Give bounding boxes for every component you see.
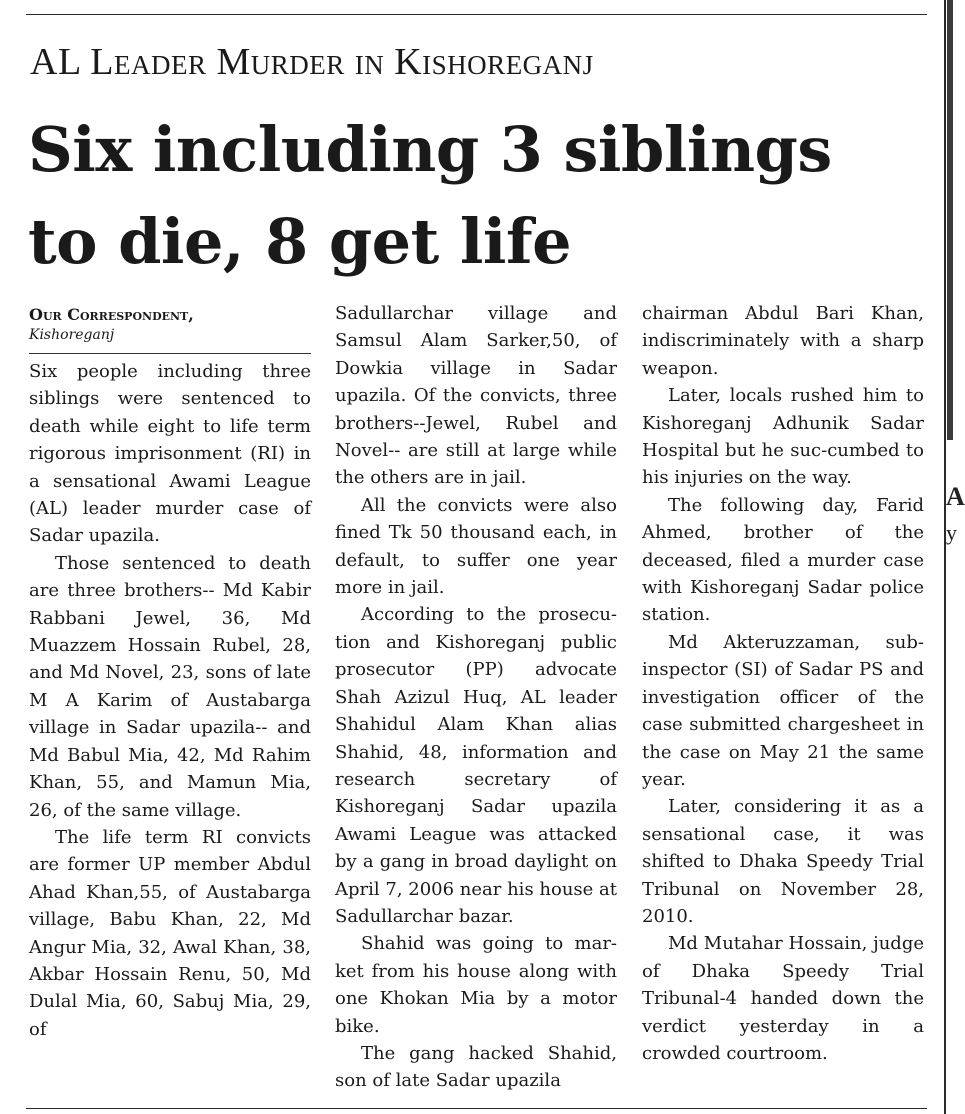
headline-line-1: Six including 3 siblings	[28, 113, 832, 186]
paragraph: Shahid was going to mar-ket from his house along with one Khokan Mia by a motor bike.	[335, 933, 617, 1037]
article-column-3	[642, 300, 924, 1067]
adjacent-headline-fragment: A	[946, 482, 965, 511]
paragraph: The gang hacked Shahid, son of late Sadar upazila	[335, 1042, 617, 1092]
paragraph: Six people including three siblings were sentenced to death while eight to life term rigorous imprisonment (RI) in a sensational Awami League (AL) leader murder case of Sadar upazila.	[29, 361, 311, 547]
dateline: Kishoreganj	[29, 327, 115, 343]
byline-rule	[29, 353, 311, 354]
paragraph: chairman Abdul Bari Khan, indiscriminately with a sharp weapon.	[642, 303, 924, 379]
paragraph: Those sentenced to death are three brothers-- Md Kabir Rabbani Jewel, 36, Md Muazzem Hossain Rubel, 28, and Md Novel, 23, sons of late M A Karim of Austabarga village in Sadar upazila-- and Md Babul Mia, 42, Md Rahim Khan, 55, and Mamun Mia, 26, of the same village.	[29, 552, 311, 821]
bottom-rule	[26, 1108, 927, 1109]
adjacent-photo-edge	[947, 0, 953, 440]
paragraph: Sadullarchar village and Samsul Alam Sarker,50, of Dowkia village in Sadar upazila. Of the convicts, three brothers--Jewel, Rubel and Novel-- are still at large while the others are in jail.	[335, 303, 617, 489]
top-rule	[26, 14, 927, 15]
paragraph: All the convicts were also fined Tk 50 thousand each, in default, to suffer one year more in jail.	[335, 494, 617, 599]
article-column-2	[335, 300, 617, 1095]
article-headline	[28, 104, 928, 288]
byline: Our Correspondent,	[29, 305, 194, 324]
paragraph: Later, considering it as a sensational case, it was shifted to Dhaka Speedy Trial Tribunal on November 28, 2010.	[642, 796, 924, 927]
adjacent-headline-fragment: y	[946, 520, 957, 545]
paragraph: The following day, Farid Ahmed, brother of the deceased, filed a murder case with Kishoreganj Sadar police station.	[642, 494, 924, 626]
paragraph: Md Mutahar Hossain, judge of Dhaka Speedy Trial Tribunal-4 handed down the verdict yesterday in a crowded courtroom.	[642, 933, 924, 1064]
paragraph: Md Akteruzzaman, sub-inspector (SI) of Sadar PS and investigation officer of the case submitted chargesheet in the case on May 21 the same year.	[642, 631, 924, 790]
article-kicker: AL Leader Murder in Kishoreganj	[30, 41, 594, 83]
article-column-1	[29, 300, 311, 1043]
paragraph: Later, locals rushed him to Kishoreganj Adhunik Sadar Hospital but he suc-cumbed to his injuries on the way.	[642, 385, 924, 489]
paragraph: The life term RI convicts are former UP member Abdul Ahad Khan,55, of Austabarga village, Babu Khan, 22, Md Angur Mia, 32, Awal Khan, 38, Akbar Hossain Renu, 50, Md Dulal Mia, 60, Sabuj Mia, 29, of	[29, 826, 311, 1040]
paragraph: According to the prosecu-tion and Kishoreganj public prosecutor (PP) advocate Shah Azizul Huq, AL leader Shahidul Alam Khan alias Shahid, 48, information and research secretary of Kishoreganj Sadar upazila Awami League was attacked by a gang in broad daylight on April 7, 2006 near his house at Sadullarchar bazar.	[335, 604, 617, 927]
headline-line-2: to die, 8 get life	[28, 205, 572, 278]
